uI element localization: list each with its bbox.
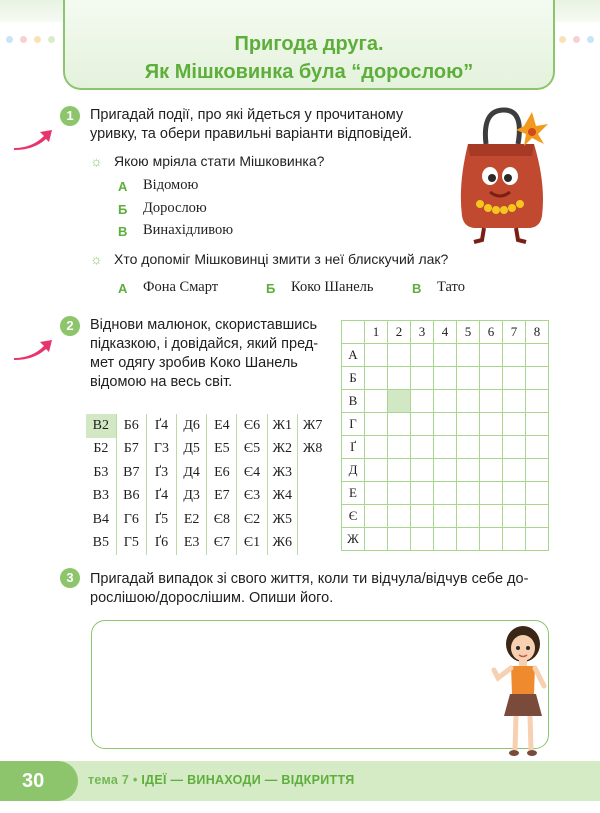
task2-text-line4: відомою на весь світ.: [90, 374, 233, 390]
grid-cell[interactable]: [526, 413, 549, 436]
grid-cell[interactable]: [411, 367, 434, 390]
grid-row: [342, 436, 549, 459]
code-cell: Є3: [237, 485, 267, 509]
codes-row: [86, 438, 328, 462]
grid-cell[interactable]: [434, 344, 457, 367]
grid-row: [342, 367, 549, 390]
code-cell: Є4: [237, 461, 267, 485]
task3-text-line2: рослішою/дорослішим. Опиши його.: [90, 590, 334, 606]
code-cell: Ж7: [302, 417, 323, 433]
code-cell: В6: [116, 485, 146, 509]
arrow-icon: [12, 336, 54, 362]
grid-cell[interactable]: [411, 505, 434, 528]
task1-text-line2: уривку, та обери правильні варіанти відповідей.: [90, 126, 413, 142]
code-cell: Ґ3: [146, 461, 176, 485]
code-cell: В2: [86, 414, 116, 438]
task1-text-line1: Пригадай події, про які йдеться у прочитаному: [90, 107, 404, 123]
grid-cell[interactable]: [526, 344, 549, 367]
grid-cell[interactable]: [457, 367, 480, 390]
grid-column-label: 2: [388, 321, 411, 344]
grid-cell[interactable]: [457, 413, 480, 436]
grid-column-label: 7: [503, 321, 526, 344]
code-cell: [297, 508, 327, 532]
q1-option-b-letter: Б: [118, 202, 128, 217]
grid-row-label: В: [342, 390, 365, 413]
grid-cell[interactable]: [388, 528, 411, 551]
codes-row: [86, 508, 328, 532]
code-cell: Б3: [86, 461, 116, 485]
q1-option-c-letter: В: [118, 224, 128, 239]
footer-theme-prefix: тема 7 •: [88, 773, 142, 787]
task1-question2: Хто допоміг Мішковинці змити з неї блискучий лак?: [114, 251, 449, 267]
q2-option-c-letter: В: [412, 281, 422, 296]
code-cell: Е7: [207, 485, 237, 509]
grid-row: [342, 390, 549, 413]
code-cell: Ж2: [267, 438, 297, 462]
grid-cell[interactable]: [457, 528, 480, 551]
grid-cell[interactable]: [434, 459, 457, 482]
grid-cell[interactable]: [411, 436, 434, 459]
code-cell: Ґ6: [146, 532, 176, 556]
code-cell: Є5: [237, 438, 267, 462]
grid-row: [342, 482, 549, 505]
code-cell: Б7: [116, 438, 146, 462]
grid-cell[interactable]: [526, 367, 549, 390]
grid-cell[interactable]: [411, 390, 434, 413]
grid-row-label: Ж: [342, 528, 365, 551]
codes-row: [86, 485, 328, 509]
code-cell: Е4: [207, 414, 237, 438]
grid-cell[interactable]: [480, 505, 503, 528]
code-cell: Б2: [86, 438, 116, 462]
grid-cell[interactable]: [388, 436, 411, 459]
grid-cell[interactable]: [365, 459, 388, 482]
grid-cell[interactable]: [480, 528, 503, 551]
task3-number: 3: [60, 568, 80, 588]
grid-cell[interactable]: [526, 528, 549, 551]
grid-cell[interactable]: [434, 436, 457, 459]
task2-text-line3: мет одягу зробив Коко Шанель: [90, 355, 298, 371]
q2-option-b[interactable]: Коко Шанель: [291, 279, 374, 295]
code-cell: Ж5: [267, 508, 297, 532]
grid-cell[interactable]: [503, 344, 526, 367]
grid-cell[interactable]: [480, 482, 503, 505]
code-cell: Є2: [237, 508, 267, 532]
grid-cell[interactable]: [503, 459, 526, 482]
grid-row-label: Є: [342, 505, 365, 528]
grid-row: [342, 344, 549, 367]
code-cell: В7: [116, 461, 146, 485]
grid-cell[interactable]: [480, 344, 503, 367]
sun-icon: ☼: [90, 251, 103, 267]
code-cell: Ж4: [267, 485, 297, 509]
grid-cell[interactable]: [411, 482, 434, 505]
code-cell: Г6: [116, 508, 146, 532]
q2-option-b-letter: Б: [266, 281, 276, 296]
grid-cell[interactable]: [388, 344, 411, 367]
code-cell: Ж3: [267, 461, 297, 485]
drawing-grid: [341, 320, 549, 551]
code-cell: В4: [86, 508, 116, 532]
q1-option-b[interactable]: Дорослою: [143, 200, 207, 216]
footer-theme: [88, 773, 355, 787]
grid-cell[interactable]: [526, 436, 549, 459]
grid-row-label: А: [342, 344, 365, 367]
grid-cell[interactable]: [388, 505, 411, 528]
grid-cell[interactable]: [526, 459, 549, 482]
grid-row-label: Д: [342, 459, 365, 482]
q2-option-c[interactable]: Тато: [437, 279, 465, 295]
code-cell: Г3: [146, 438, 176, 462]
code-cell: Є6: [237, 414, 267, 438]
codes-row: [86, 461, 328, 485]
grid-cell[interactable]: [411, 413, 434, 436]
task1-question1: Якою мріяла стати Мішковинка?: [114, 153, 325, 169]
grid-row-label: Б: [342, 367, 365, 390]
grid-cell[interactable]: [526, 390, 549, 413]
grid-cell[interactable]: [365, 367, 388, 390]
code-cell: Д6: [177, 414, 207, 438]
page-title-line2: Як Мішковинка була “дорослою”: [144, 61, 474, 83]
q1-option-a-letter: А: [118, 179, 128, 194]
grid-cell[interactable]: [411, 459, 434, 482]
task2-text-line2: підказкою, і довідайся, який пред-: [90, 336, 319, 352]
grid-cell[interactable]: [365, 528, 388, 551]
grid-cell[interactable]: [388, 367, 411, 390]
code-cell: [297, 461, 327, 485]
q1-option-a[interactable]: Відомою: [143, 177, 199, 193]
grid-row: [342, 505, 549, 528]
code-cell: Е2: [177, 508, 207, 532]
grid-cell[interactable]: [434, 390, 457, 413]
task2-number: 2: [60, 316, 80, 336]
grid-cell[interactable]: [503, 482, 526, 505]
grid-column-label: 8: [526, 321, 549, 344]
task3-text-line1: Пригадай випадок зі свого життя, коли ти відчула/відчув себе до-: [90, 571, 529, 587]
code-cell: Ж6: [267, 532, 297, 556]
sun-icon: ☼: [90, 153, 103, 169]
code-cell: Б6: [116, 414, 146, 438]
grid-cell[interactable]: [434, 505, 457, 528]
grid-cell[interactable]: [434, 528, 457, 551]
decor-dots-left: [6, 36, 55, 43]
grid-cell[interactable]: [434, 482, 457, 505]
grid-cell[interactable]: [388, 413, 411, 436]
grid-cell[interactable]: [457, 459, 480, 482]
grid-cell[interactable]: [388, 482, 411, 505]
handbag-character: [452, 104, 552, 244]
code-cell: [297, 532, 327, 556]
grid-cell[interactable]: [526, 482, 549, 505]
grid-cell[interactable]: [503, 528, 526, 551]
task1-number: 1: [60, 106, 80, 126]
q2-option-a[interactable]: Фона Смарт: [143, 279, 219, 295]
code-cell: Ж8: [302, 441, 323, 457]
grid-cell[interactable]: [480, 367, 503, 390]
grid-row-label: Е: [342, 482, 365, 505]
grid-corner: [342, 321, 365, 344]
q2-option-a-letter: А: [118, 281, 128, 296]
answer-area[interactable]: [91, 620, 549, 749]
grid-cell[interactable]: [503, 413, 526, 436]
grid-cell[interactable]: [503, 367, 526, 390]
code-cell: Д4: [177, 461, 207, 485]
grid-cell[interactable]: [480, 459, 503, 482]
grid-cell[interactable]: [457, 390, 480, 413]
code-cell: Д5: [177, 438, 207, 462]
grid-cell[interactable]: [388, 390, 411, 413]
codes-row: [86, 532, 328, 556]
code-cell: Є1: [237, 532, 267, 556]
code-cell: [297, 485, 327, 509]
girl-character: [488, 622, 558, 760]
grid-column-label: 6: [480, 321, 503, 344]
task2-text-line1: Віднови малюнок, скориставшись: [90, 317, 318, 333]
grid-row: [342, 413, 549, 436]
grid-cell[interactable]: [480, 436, 503, 459]
grid-cell[interactable]: [457, 436, 480, 459]
page-number: 30: [0, 761, 78, 801]
code-cell: Е6: [207, 461, 237, 485]
grid-cell[interactable]: [365, 413, 388, 436]
grid-cell[interactable]: [457, 505, 480, 528]
grid-cell[interactable]: [434, 367, 457, 390]
code-cell: Ґ4: [146, 414, 176, 438]
page-title-line1: Пригода друга.: [234, 33, 384, 55]
footer-theme-title: ІДЕЇ — ВИНАХОДИ — ВІДКРИТТЯ: [141, 773, 355, 787]
grid-column-label: 3: [411, 321, 434, 344]
grid-cell[interactable]: [434, 413, 457, 436]
code-cell: Д3: [177, 485, 207, 509]
code-cell: Е3: [177, 532, 207, 556]
grid-cell[interactable]: [480, 413, 503, 436]
grid-row-label: Г: [342, 413, 365, 436]
grid-cell[interactable]: [365, 436, 388, 459]
grid-header-row: [342, 321, 549, 344]
codes-row: [86, 414, 328, 438]
code-cell: Ж1: [267, 414, 297, 438]
title-box: [63, 0, 555, 90]
grid-column-label: 4: [434, 321, 457, 344]
grid-row: [342, 459, 549, 482]
grid-cell[interactable]: [365, 344, 388, 367]
grid-cell[interactable]: [388, 459, 411, 482]
grid-row-label: Ґ: [342, 436, 365, 459]
code-cell: Ґ5: [146, 508, 176, 532]
grid-cell[interactable]: [457, 344, 480, 367]
code-cell: В3: [86, 485, 116, 509]
grid-cell[interactable]: [365, 505, 388, 528]
grid-cell[interactable]: [411, 528, 434, 551]
grid-cell[interactable]: [503, 436, 526, 459]
grid-cell[interactable]: [365, 390, 388, 413]
codes-table: [86, 414, 328, 555]
grid-row: [342, 528, 549, 551]
grid-cell[interactable]: [503, 505, 526, 528]
grid-cell[interactable]: [503, 390, 526, 413]
grid-cell[interactable]: [457, 482, 480, 505]
code-cell: Є7: [207, 532, 237, 556]
grid-column-label: 5: [457, 321, 480, 344]
grid-cell[interactable]: [365, 482, 388, 505]
code-cell: Ґ4: [146, 485, 176, 509]
arrow-icon: [12, 126, 54, 152]
code-cell: Е5: [207, 438, 237, 462]
grid-column-label: 1: [365, 321, 388, 344]
code-cell: В5: [86, 532, 116, 556]
grid-cell[interactable]: [480, 390, 503, 413]
code-cell: Г5: [116, 532, 146, 556]
grid-cell[interactable]: [526, 505, 549, 528]
q1-option-c[interactable]: Винахідливою: [143, 222, 234, 238]
grid-cell[interactable]: [411, 344, 434, 367]
code-cell: Є8: [207, 508, 237, 532]
